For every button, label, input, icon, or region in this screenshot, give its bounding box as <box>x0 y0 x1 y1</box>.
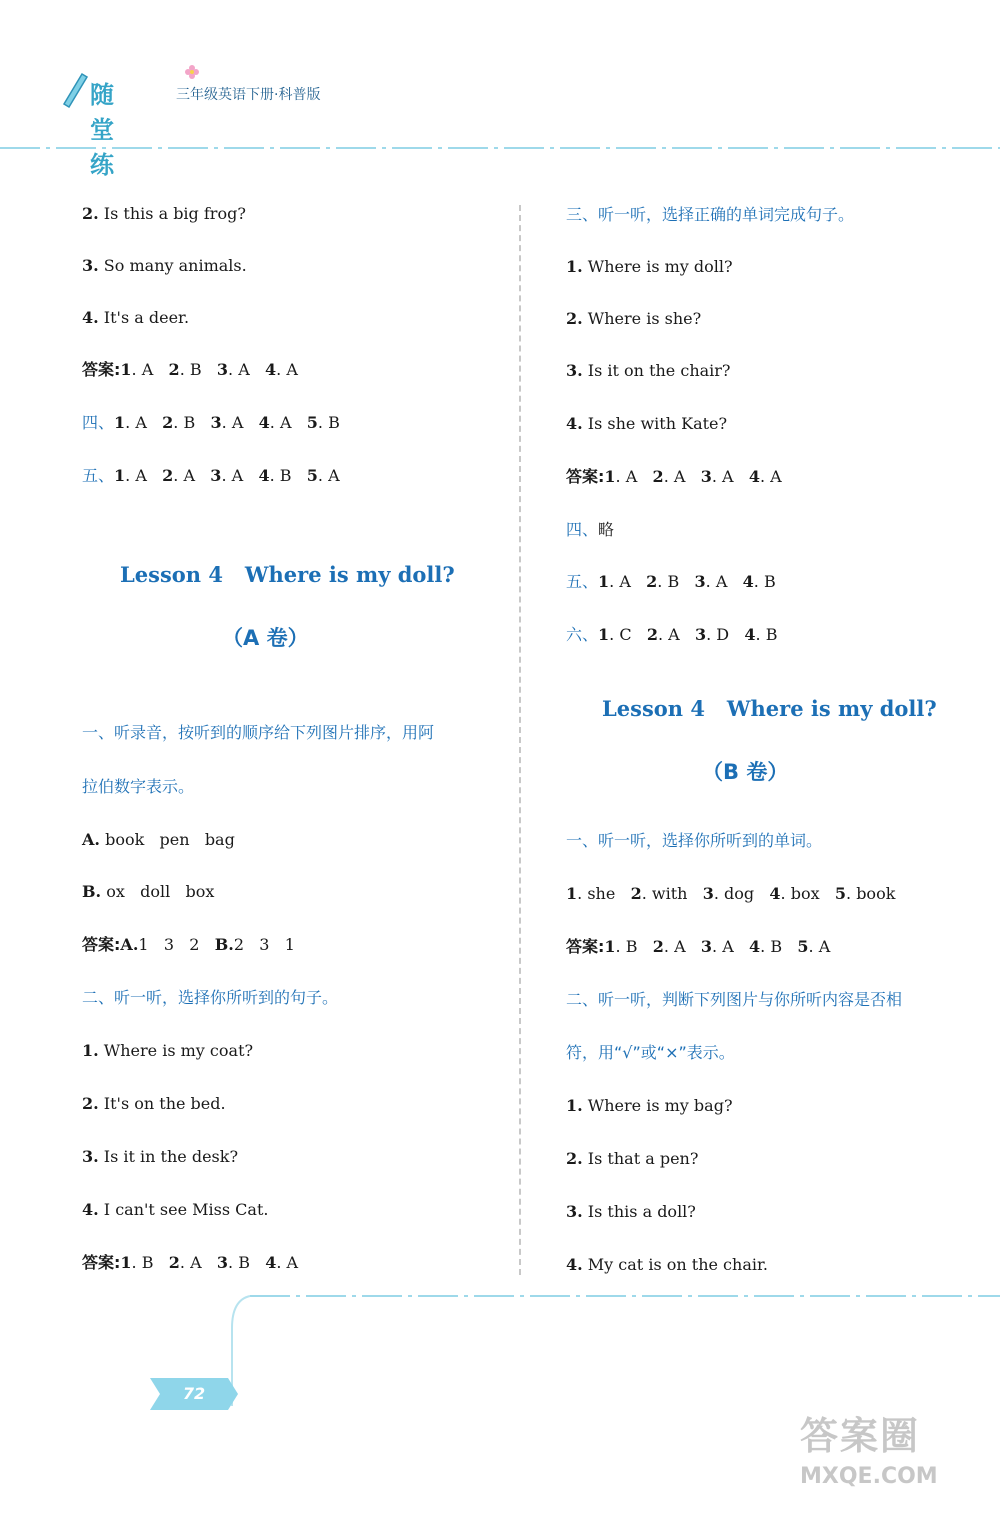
left-section-5-answers: 五、1. A 2. A 3. A 4. B 5. A <box>82 466 340 485</box>
left-answer-row-2: 答案:A.1 3 2 B.2 3 1 <box>82 935 295 954</box>
left-sentence-3: 3. So many animals. <box>82 256 247 275</box>
left-listen-sentence-2: 2. It's on the bed. <box>82 1094 226 1113</box>
right-listen-sentence-3: 3. Is this a doll? <box>566 1202 696 1221</box>
right-sentence-2: 2. Where is she? <box>566 309 702 328</box>
option-b-words: B. ox doll box <box>82 882 215 901</box>
left-listen-sentence-1: 1. Where is my coat? <box>82 1041 254 1060</box>
header-divider <box>0 145 1000 151</box>
question-2-instruction: 二、听一听，选择你所听到的句子。 <box>82 988 339 1007</box>
question-3-instruction: 三、听一听，选择正确的单词完成句子。 <box>566 205 855 224</box>
right-sentence-4: 4. Is she with Kate? <box>566 414 728 433</box>
paper-a-title: （A 卷） <box>222 626 309 650</box>
left-answer-row-3: 答案:1. B 2. A 3. B 4. A <box>82 1253 299 1272</box>
left-sentence-4: 4. It's a deer. <box>82 308 190 327</box>
left-listen-sentence-3: 3. Is it in the desk? <box>82 1147 239 1166</box>
lesson-heading-a: Lesson 4 Where is my doll? <box>120 562 455 587</box>
option-a-words: A. book pen bag <box>82 830 235 849</box>
word-list: 1. she 2. with 3. dog 4. box 5. book <box>566 884 896 903</box>
pencil-icon <box>60 68 90 108</box>
right-section-4: 四、略 <box>566 520 615 539</box>
left-sentence-2: 2. Is this a big frog? <box>82 204 246 223</box>
right-section-6-answers: 六、1. C 2. A 3. D 4. B <box>566 625 778 644</box>
watermark-logo: 答案圈 <box>800 1414 921 1458</box>
right-sentence-3: 3. Is it on the chair? <box>566 361 731 380</box>
lesson-heading-b: Lesson 4 Where is my doll? <box>602 696 937 721</box>
footer-decoration <box>150 1288 1000 1408</box>
right-answer-row-1: 答案:1. A 2. A 3. A 4. A <box>566 467 782 486</box>
right-listen-sentence-4: 4. My cat is on the chair. <box>566 1255 768 1274</box>
question-b1-instruction: 一、听一听，选择你所听到的单词。 <box>566 831 823 850</box>
series-logo: 随堂练 <box>90 81 115 179</box>
flower-icon <box>184 64 200 80</box>
question-1-instruction: 一、听录音，按听到的顺序给下列图片排序，用阿 <box>82 723 435 742</box>
right-answer-row-2: 答案:1. B 2. A 3. A 4. B 5. A <box>566 937 831 956</box>
question-1-instruction-cont: 拉伯数字表示。 <box>82 777 195 796</box>
left-listen-sentence-4: 4. I can't see Miss Cat. <box>82 1200 269 1219</box>
watermark <box>800 1405 990 1515</box>
watermark-url: MXQE.COM <box>800 1464 938 1489</box>
right-section-5-answers: 五、1. A 2. B 3. A 4. B <box>566 572 776 591</box>
right-sentence-1: 1. Where is my doll? <box>566 257 733 276</box>
page-number: 72 <box>182 1384 206 1403</box>
left-answer-row-1: 答案:1. A 2. B 3. A 4. A <box>82 360 298 379</box>
paper-b-title: （B 卷） <box>702 760 789 784</box>
right-listen-sentence-1: 1. Where is my bag? <box>566 1096 733 1115</box>
book-title: 三年级英语下册·科普版 <box>176 87 321 103</box>
question-b2-instruction: 二、听一听，判断下列图片与你所听内容是否相 <box>566 990 903 1009</box>
column-divider <box>519 205 521 1275</box>
question-b2-instruction-cont: 符，用“√”或“×”表示。 <box>566 1043 735 1062</box>
right-listen-sentence-2: 2. Is that a pen? <box>566 1149 699 1168</box>
left-section-4-answers: 四、1. A 2. B 3. A 4. A 5. B <box>82 413 340 432</box>
